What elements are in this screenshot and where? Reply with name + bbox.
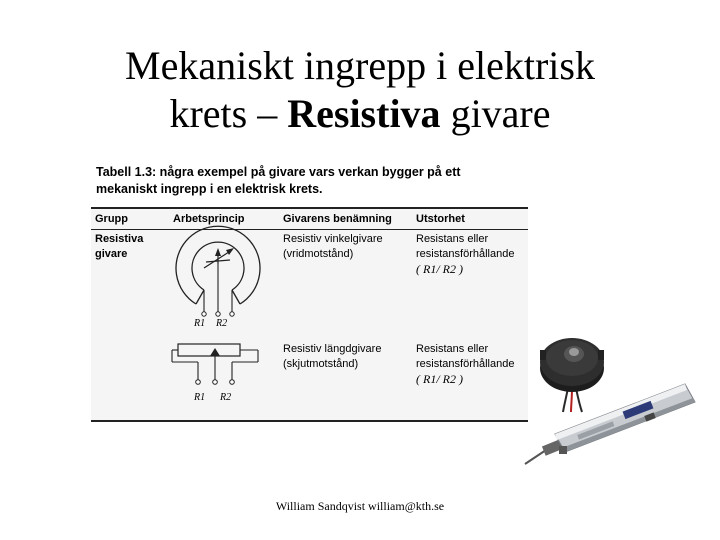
sensor-table bbox=[91, 207, 528, 422]
slide-title bbox=[40, 42, 680, 138]
name-line-2: (vridmotstånd) bbox=[283, 248, 354, 260]
caption-line-2: mekaniskt ingrepp i en elektrisk krets. bbox=[96, 182, 323, 196]
table-caption bbox=[96, 164, 536, 198]
group-cell-empty bbox=[91, 338, 169, 421]
title-line-2-pre: krets – bbox=[169, 91, 288, 136]
linear-potentiometer-diagram bbox=[170, 336, 270, 406]
output-line-2: resistansförhållande bbox=[416, 358, 515, 370]
title-line-1: Mekaniskt ingrepp i elektrisk bbox=[125, 43, 595, 88]
output-line-1: Resistans eller bbox=[416, 233, 489, 245]
header-group: Grupp bbox=[91, 208, 169, 230]
name-line-1: Resistiv längdgivare bbox=[283, 343, 382, 355]
rotary-potentiometer-diagram bbox=[168, 224, 273, 330]
table-row bbox=[91, 230, 528, 339]
output-cell-1 bbox=[412, 230, 528, 339]
output-line-1: Resistans eller bbox=[416, 343, 489, 355]
caption-line-1: Tabell 1.3: några exempel på givare vars verkan bygger på ett bbox=[96, 165, 461, 179]
name-line-1: Resistiv vinkelgivare bbox=[283, 233, 383, 245]
header-name: Givarens benämning bbox=[279, 208, 412, 230]
title-line-2 bbox=[40, 90, 680, 138]
title-line-2-bold: Resistiva bbox=[287, 91, 441, 136]
linear-wiper-icon bbox=[210, 348, 220, 356]
linear-label-r2: R2 bbox=[220, 392, 232, 403]
header-output: Utstorhet bbox=[412, 208, 528, 230]
output-line-2: resistansförhållande bbox=[416, 248, 515, 260]
name-cell-1 bbox=[279, 230, 412, 339]
linear-potentiometer-photo bbox=[515, 376, 700, 468]
table-row bbox=[91, 338, 528, 421]
footer-credit: William Sandqvist william@kth.se bbox=[275, 499, 445, 513]
linear-label-r1: R1 bbox=[194, 392, 206, 403]
output-cell-2 bbox=[412, 338, 528, 421]
name-cell-2 bbox=[279, 338, 412, 421]
group-cell bbox=[91, 230, 169, 339]
rotary-label-r2: R2 bbox=[216, 318, 228, 329]
title-line-2-post: givare bbox=[440, 91, 551, 136]
group-line-2: givare bbox=[95, 248, 128, 260]
group-line-1: Resistiva bbox=[95, 233, 144, 245]
header-principle: Arbetsprincip bbox=[169, 208, 279, 230]
output-ratio: ( R1/ R2 ) bbox=[416, 262, 463, 276]
linear-resistor-body bbox=[178, 344, 240, 356]
table-header-row bbox=[91, 208, 528, 230]
rotary-label-r1: R1 bbox=[194, 318, 206, 329]
output-ratio: ( R1/ R2 ) bbox=[416, 372, 463, 386]
name-line-2: (skjutmotstånd) bbox=[283, 358, 359, 370]
